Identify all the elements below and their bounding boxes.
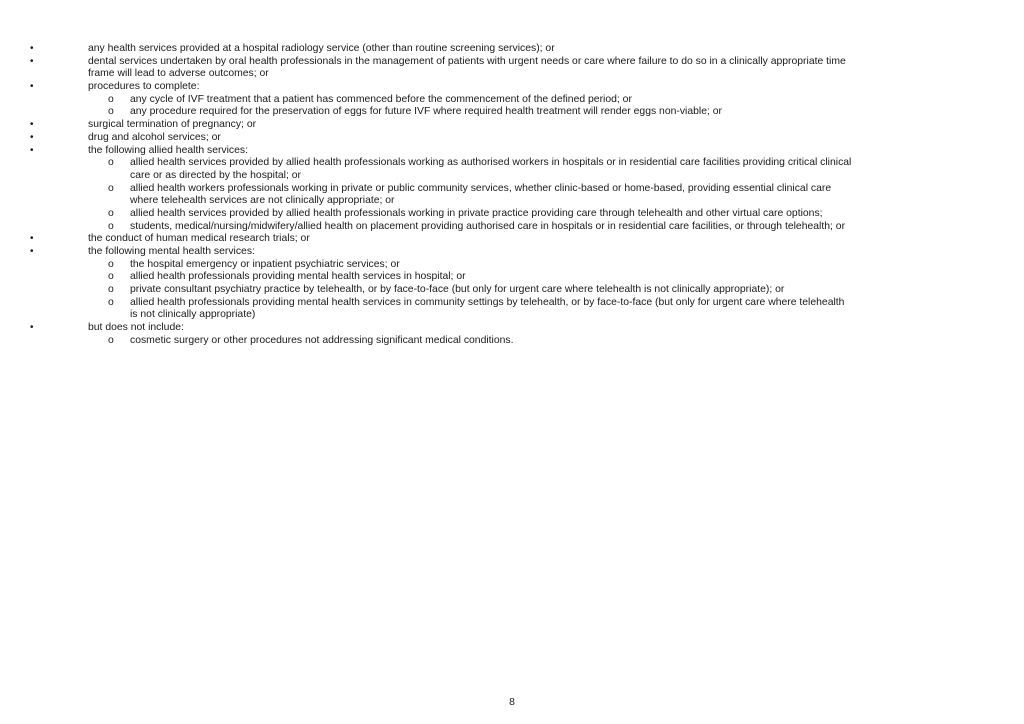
list-item-text: allied health workers professionals working in private or public community services, whether clinic-based or home-based, providing essential clinical care <box>130 182 832 194</box>
list-item-text: drug and alcohol services; or <box>88 131 221 143</box>
sub-list-item <box>0 335 1024 348</box>
list-item <box>0 145 1024 158</box>
sub-list-item <box>0 94 1024 107</box>
sub-bullet-marker: o <box>108 220 114 232</box>
bullet-marker: • <box>30 322 34 334</box>
list-item-text: dental services undertaken by oral health professionals in the management of patients with urgent needs or care where failure to do so in a clinically appropriate time <box>88 55 846 67</box>
bullet-marker: • <box>30 233 34 245</box>
sub-list-item <box>0 208 1024 221</box>
sub-list-item <box>0 259 1024 272</box>
sub-bullet-marker: o <box>108 284 114 296</box>
list-item-text: cosmetic surgery or other procedures not addressing significant medical conditions. <box>130 334 514 346</box>
list-item <box>0 56 1024 69</box>
sub-list-item <box>0 195 1024 208</box>
list-item-text: where telehealth services are not clinically appropriate; or <box>130 195 395 207</box>
list-item-text: the following allied health services: <box>88 144 248 156</box>
bullet-marker: • <box>30 144 34 156</box>
page-number: 8 <box>509 697 515 708</box>
list-item <box>0 68 1024 81</box>
bullet-marker: • <box>30 81 34 93</box>
sub-list-item <box>0 271 1024 284</box>
sub-bullet-marker: o <box>108 106 114 118</box>
list-item <box>0 233 1024 246</box>
sub-bullet-marker: o <box>108 258 114 270</box>
sub-list-item <box>0 157 1024 170</box>
list-item-text: the hospital emergency or inpatient psychiatric services; or <box>130 258 400 270</box>
list-item-text: frame will lead to adverse outcomes; or <box>88 68 269 80</box>
sub-bullet-marker: o <box>108 334 114 346</box>
list-item-text: any cycle of IVF treatment that a patient has commenced before the commencement of the defined period; or <box>130 93 632 105</box>
list-item-text: private consultant psychiatry practice by telehealth, or by face-to-face (but only for urgent care where telehealth is not clinically appropriate); or <box>130 284 785 296</box>
sub-list-item <box>0 297 1024 310</box>
list-item-text: is not clinically appropriate) <box>130 309 256 321</box>
sub-bullet-marker: o <box>108 93 114 105</box>
list-item-text: allied health services provided by allied health professionals working as authorised workers in hospitals or in residential care facilities providing critical clinical <box>130 157 852 169</box>
sub-list-item <box>0 183 1024 196</box>
list-item <box>0 246 1024 259</box>
list-item-text: surgical termination of pregnancy; or <box>88 119 257 131</box>
list-item-text: the conduct of human medical research trials; or <box>88 233 310 245</box>
bullet-marker: • <box>30 131 34 143</box>
list-item <box>0 119 1024 132</box>
list-item <box>0 132 1024 145</box>
list-item <box>0 43 1024 56</box>
list-item-text: any procedure required for the preservation of eggs for future IVF where required health treatment will render eggs non-viable; or <box>130 106 723 118</box>
list-item-text: students, medical/nursing/midwifery/allied health on placement providing authorised care in hospitals or in residential care facilities, or through telehealth; or <box>130 220 846 232</box>
bullet-marker: • <box>30 119 34 131</box>
sub-list-item <box>0 106 1024 119</box>
sub-bullet-marker: o <box>108 157 114 169</box>
bullet-marker: • <box>30 246 34 257</box>
sub-bullet-marker: o <box>108 182 114 194</box>
list-item-text: the following mental health services: <box>88 246 255 257</box>
sub-list-item <box>0 309 1024 322</box>
list-item <box>0 81 1024 94</box>
list-item-text: but does not include: <box>88 322 184 334</box>
list-item-text: allied health professionals providing mental health services in hospital; or <box>130 271 466 283</box>
list-item-text: allied health services provided by allied health professionals working in private practice providing care through telehealth and other virtual care options; <box>130 207 823 219</box>
bullet-list <box>0 43 1024 348</box>
sub-bullet-marker: o <box>108 207 114 219</box>
list-item-text: procedures to complete: <box>88 81 200 93</box>
sub-bullet-marker: o <box>108 271 114 283</box>
bullet-marker: • <box>30 43 34 54</box>
sub-bullet-marker: o <box>108 296 114 308</box>
sub-list-item <box>0 170 1024 183</box>
sub-list-item <box>0 221 1024 234</box>
list-item-text: allied health professionals providing mental health services in community settings by telehealth, or by face-to-face (but only for urgent care where telehealth <box>130 296 845 308</box>
list-item <box>0 322 1024 335</box>
list-item-text: any health services provided at a hospital radiology service (other than routine screening services); or <box>88 43 555 54</box>
sub-list-item <box>0 284 1024 297</box>
bullet-marker: • <box>30 55 34 67</box>
list-item-text: care or as directed by the hospital; or <box>130 169 301 181</box>
